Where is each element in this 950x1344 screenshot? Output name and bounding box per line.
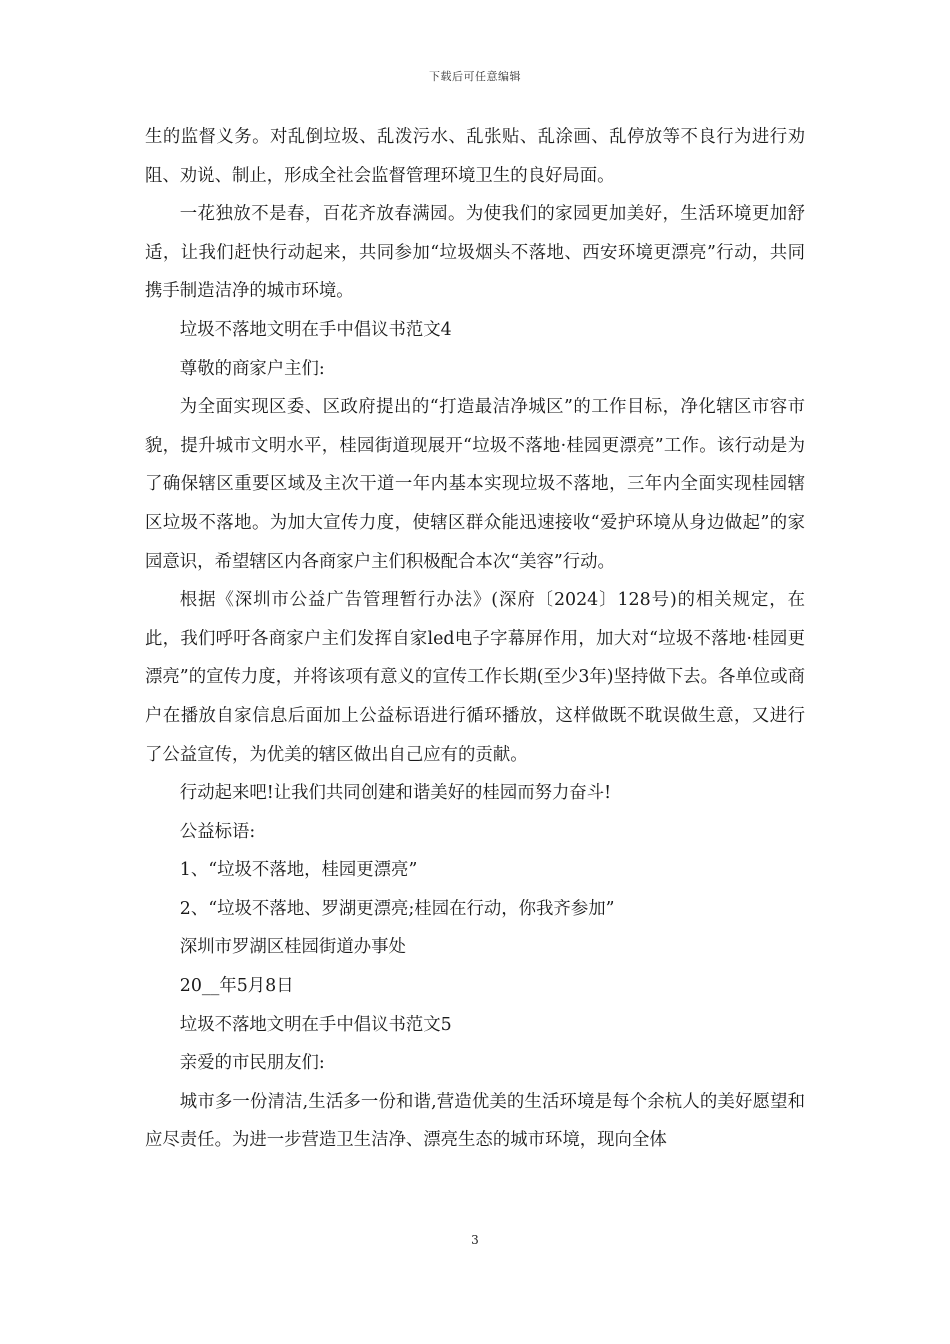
- page-number: 3: [471, 1233, 479, 1247]
- document-body: [145, 118, 805, 1160]
- salutation: 尊敬的商家户主们:: [179, 358, 325, 379]
- paragraph: 根据《深圳市公益广告管理暂行办法》(深府〔2024〕128号)的相关规定，在此，我们呼吁各商家户主们发挥自家led电子字幕屏作用，加大对“垃圾不落地·桂园更漂亮”的宣传力度，并将该项有意义的宣传工作长期(至少3年)坚持做下去。各单位或商户在播放自家信息后面加上公益标语进行循环播放，这样做既不耽误做生意，又进行了公益宣传，为优美的辖区做出自己应有的贡献。: [145, 590, 805, 765]
- paragraph: 生的监督义务。对乱倒垃圾、乱泼污水、乱张贴、乱涂画、乱停放等不良行为进行劝阻、劝说、制止，形成全社会监督管理环境卫生的良好局面。: [145, 127, 805, 186]
- paragraph: 行动起来吧!让我们共同创建和谐美好的桂园而努力奋斗!: [179, 783, 612, 804]
- slogan-item: 1、“垃圾不落地，桂园更漂亮”: [179, 860, 418, 881]
- section-title: 垃圾不落地文明在手中倡议书范文4: [179, 319, 452, 340]
- page-header: 下载后可任意编辑: [429, 70, 521, 83]
- paragraph: 一花独放不是春，百花齐放春满园。为使我们的家园更加美好，生活环境更加舒适，让我们赶快行动起来，共同参加“垃圾烟头不落地、西安环境更漂亮”行动，共同携手制造洁净的城市环境。: [145, 204, 805, 302]
- salutation: 亲爱的市民朋友们:: [179, 1053, 325, 1074]
- slogan-item: 2、“垃圾不落地、罗湖更漂亮;桂园在行动，你我齐参加”: [179, 898, 615, 919]
- signature-date: 20__年5月8日: [179, 976, 294, 997]
- section-title: 垃圾不落地文明在手中倡议书范文5: [179, 1014, 452, 1035]
- slogan-heading: 公益标语:: [179, 821, 256, 842]
- paragraph: 为全面实现区委、区政府提出的“打造最洁净城区”的工作目标，净化辖区市容市貌，提升城市文明水平，桂园街道现展开“垃圾不落地·桂园更漂亮”工作。该行动是为了确保辖区重要区域及主次干道一年内基本实现垃圾不落地，三年内全面实现桂园辖区垃圾不落地。为加大宣传力度，使辖区群众能迅速接收“爱护环境从身边做起”的家园意识，希望辖区内各商家户主们积极配合本次“美容”行动。: [145, 397, 805, 572]
- paragraph: 城市多一份清洁,生活多一份和谐,营造优美的生活环境是每个余杭人的美好愿望和应尽责任。为进一步营造卫生洁净、漂亮生态的城市环境，现向全体: [145, 1091, 805, 1151]
- signature-organization: 深圳市罗湖区桂园街道办事处: [179, 937, 406, 958]
